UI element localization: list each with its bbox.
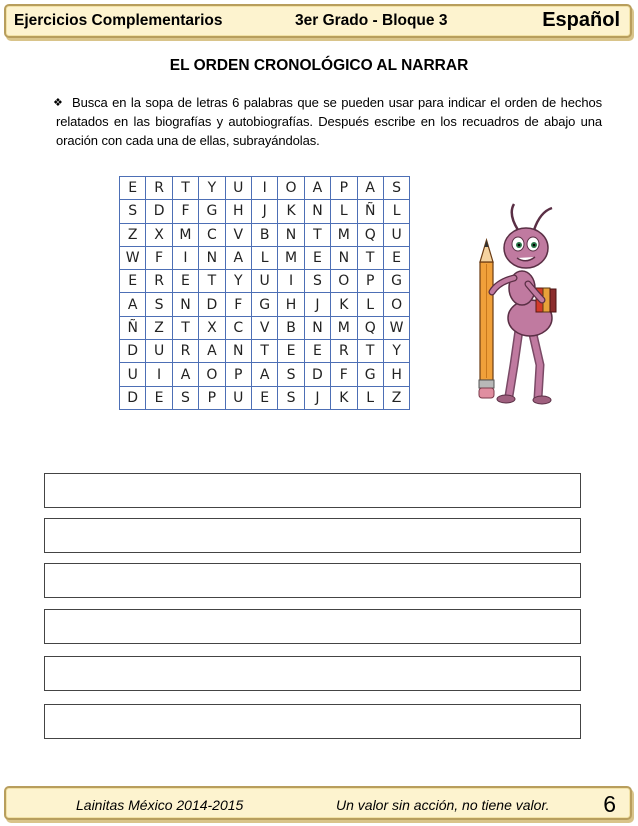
grid-letter-cell: E — [383, 246, 409, 269]
grid-letter-cell: P — [199, 386, 225, 409]
grid-letter-cell: A — [225, 246, 251, 269]
grid-letter-cell: A — [120, 293, 146, 316]
diamond-bullet-icon: ❖ — [53, 97, 63, 109]
grid-row — [120, 270, 410, 293]
grid-letter-cell: U — [225, 177, 251, 200]
grid-letter-cell: D — [120, 340, 146, 363]
grid-letter-cell: G — [199, 200, 225, 223]
grid-letter-cell: O — [331, 270, 357, 293]
grid-letter-cell: A — [357, 177, 383, 200]
grid-row — [120, 293, 410, 316]
footer-credit: Lainitas México 2014-2015 — [76, 797, 244, 813]
grid-letter-cell: M — [278, 246, 304, 269]
grid-letter-cell: U — [251, 270, 277, 293]
answer-box-6[interactable] — [44, 704, 581, 739]
grid-letter-cell: T — [357, 246, 383, 269]
pencil-icon — [479, 240, 494, 398]
grid-letter-cell: C — [225, 316, 251, 339]
grid-letter-cell: H — [278, 293, 304, 316]
answer-box-4[interactable] — [44, 609, 581, 644]
grid-letter-cell: D — [120, 386, 146, 409]
grid-letter-cell: Ñ — [357, 200, 383, 223]
grid-row — [120, 363, 410, 386]
grid-letter-cell: H — [383, 363, 409, 386]
grid-letter-cell: A — [172, 363, 198, 386]
grid-letter-cell: R — [172, 340, 198, 363]
page-number: 6 — [603, 791, 616, 817]
grid-letter-cell: E — [304, 340, 330, 363]
grid-letter-cell: G — [357, 363, 383, 386]
grid-letter-cell: A — [199, 340, 225, 363]
grid-letter-cell: L — [251, 246, 277, 269]
grid-letter-cell: S — [172, 386, 198, 409]
grid-letter-cell: M — [172, 223, 198, 246]
grid-letter-cell: Z — [383, 386, 409, 409]
grid-letter-cell: D — [199, 293, 225, 316]
grid-letter-cell: L — [331, 200, 357, 223]
grid-letter-cell: L — [357, 386, 383, 409]
grid-letter-cell: B — [251, 223, 277, 246]
grid-letter-cell: Y — [225, 270, 251, 293]
grid-letter-cell: Ñ — [120, 316, 146, 339]
instruction-text: Busca en la sopa de letras 6 palabras que se pueden usar para indicar el orden de hechos relatados en las biografías y autobiografías. Después escribe en los recuadros de abajo una oración con cada una de ellas, subrayándolas. — [56, 95, 602, 148]
grid-letter-cell: Y — [383, 340, 409, 363]
footer-motto: Un valor sin acción, no tiene valor. — [336, 797, 550, 813]
grid-letter-cell: K — [331, 293, 357, 316]
grid-letter-cell: B — [278, 316, 304, 339]
grid-letter-cell: P — [225, 363, 251, 386]
grid-letter-cell: W — [383, 316, 409, 339]
grid-letter-cell: N — [199, 246, 225, 269]
grid-letter-cell: H — [225, 200, 251, 223]
grid-letter-cell: N — [304, 316, 330, 339]
grid-letter-cell: E — [278, 340, 304, 363]
grid-letter-cell: C — [199, 223, 225, 246]
instruction-block — [53, 93, 602, 150]
grid-letter-cell: M — [331, 316, 357, 339]
page-title: EL ORDEN CRONOLÓGICO AL NARRAR — [169, 57, 469, 74]
grid-row — [120, 386, 410, 409]
grid-letter-cell: K — [278, 200, 304, 223]
grid-letter-cell: K — [331, 386, 357, 409]
grid-letter-cell: S — [304, 270, 330, 293]
grid-letter-cell: V — [225, 223, 251, 246]
grid-letter-cell: G — [383, 270, 409, 293]
grid-letter-cell: N — [278, 223, 304, 246]
grid-letter-cell: R — [146, 270, 172, 293]
grid-letter-cell: F — [331, 363, 357, 386]
grid-letter-cell: R — [146, 177, 172, 200]
grid-letter-cell: U — [120, 363, 146, 386]
grid-letter-cell: T — [251, 340, 277, 363]
grid-letter-cell: A — [304, 177, 330, 200]
grid-row — [120, 177, 410, 200]
grid-letter-cell: E — [120, 177, 146, 200]
grid-letter-cell: L — [357, 293, 383, 316]
grid-letter-cell: T — [357, 340, 383, 363]
grid-letter-cell: F — [146, 246, 172, 269]
grid-letter-cell: I — [146, 363, 172, 386]
grid-letter-cell: O — [278, 177, 304, 200]
grid-letter-cell: L — [383, 200, 409, 223]
grid-letter-cell: P — [331, 177, 357, 200]
grid-letter-cell: X — [199, 316, 225, 339]
ant-with-pencil-illustration — [462, 200, 582, 412]
grid-letter-cell: S — [146, 293, 172, 316]
grid-letter-cell: Q — [357, 316, 383, 339]
grid-letter-cell: O — [383, 293, 409, 316]
grid-letter-cell: W — [120, 246, 146, 269]
grid-letter-cell: P — [357, 270, 383, 293]
grid-letter-cell: M — [331, 223, 357, 246]
grid-letter-cell: E — [146, 386, 172, 409]
grid-letter-cell: N — [331, 246, 357, 269]
grid-row — [120, 246, 410, 269]
grid-letter-cell: R — [331, 340, 357, 363]
grid-letter-cell: S — [383, 177, 409, 200]
grid-letter-cell: Z — [146, 316, 172, 339]
grid-letter-cell: S — [120, 200, 146, 223]
grid-letter-cell: E — [172, 270, 198, 293]
grid-letter-cell: G — [251, 293, 277, 316]
grid-letter-cell: N — [172, 293, 198, 316]
answer-box-5[interactable] — [44, 656, 581, 691]
grid-letter-cell: I — [251, 177, 277, 200]
answer-box-1[interactable] — [44, 473, 581, 508]
answer-box-3[interactable] — [44, 563, 581, 598]
grid-row — [120, 316, 410, 339]
grid-letter-cell: S — [278, 363, 304, 386]
grid-letter-cell: U — [146, 340, 172, 363]
grid-letter-cell: U — [225, 386, 251, 409]
grid-letter-cell: J — [251, 200, 277, 223]
grid-letter-cell: X — [146, 223, 172, 246]
header-grade-block: 3er Grado - Bloque 3 — [295, 12, 448, 29]
grid-letter-cell: N — [304, 200, 330, 223]
header-subject: Español — [542, 9, 620, 31]
grid-letter-cell: I — [278, 270, 304, 293]
grid-letter-cell: T — [304, 223, 330, 246]
grid-letter-cell: V — [251, 316, 277, 339]
grid-letter-cell: I — [172, 246, 198, 269]
answer-box-2[interactable] — [44, 518, 581, 553]
grid-letter-cell: S — [278, 386, 304, 409]
grid-letter-cell: Z — [120, 223, 146, 246]
page-footer — [4, 786, 632, 820]
grid-letter-cell: D — [146, 200, 172, 223]
page-header — [4, 4, 632, 38]
grid-letter-cell: T — [172, 177, 198, 200]
grid-letter-cell: D — [304, 363, 330, 386]
grid-letter-cell: U — [383, 223, 409, 246]
grid-letter-cell: O — [199, 363, 225, 386]
grid-letter-cell: E — [304, 246, 330, 269]
grid-letter-cell: E — [120, 270, 146, 293]
grid-letter-cell: N — [225, 340, 251, 363]
grid-letter-cell: J — [304, 386, 330, 409]
grid-letter-cell: A — [251, 363, 277, 386]
grid-letter-cell: E — [251, 386, 277, 409]
grid-letter-cell: F — [225, 293, 251, 316]
header-series-title: Ejercicios Complementarios — [14, 12, 223, 29]
word-search-grid — [119, 176, 410, 410]
grid-row — [120, 200, 410, 223]
grid-letter-cell: T — [172, 316, 198, 339]
grid-letter-cell: Y — [199, 177, 225, 200]
grid-letter-cell: Q — [357, 223, 383, 246]
grid-row — [120, 223, 410, 246]
grid-row — [120, 340, 410, 363]
grid-letter-cell: T — [199, 270, 225, 293]
grid-letter-cell: J — [304, 293, 330, 316]
grid-letter-cell: F — [172, 200, 198, 223]
